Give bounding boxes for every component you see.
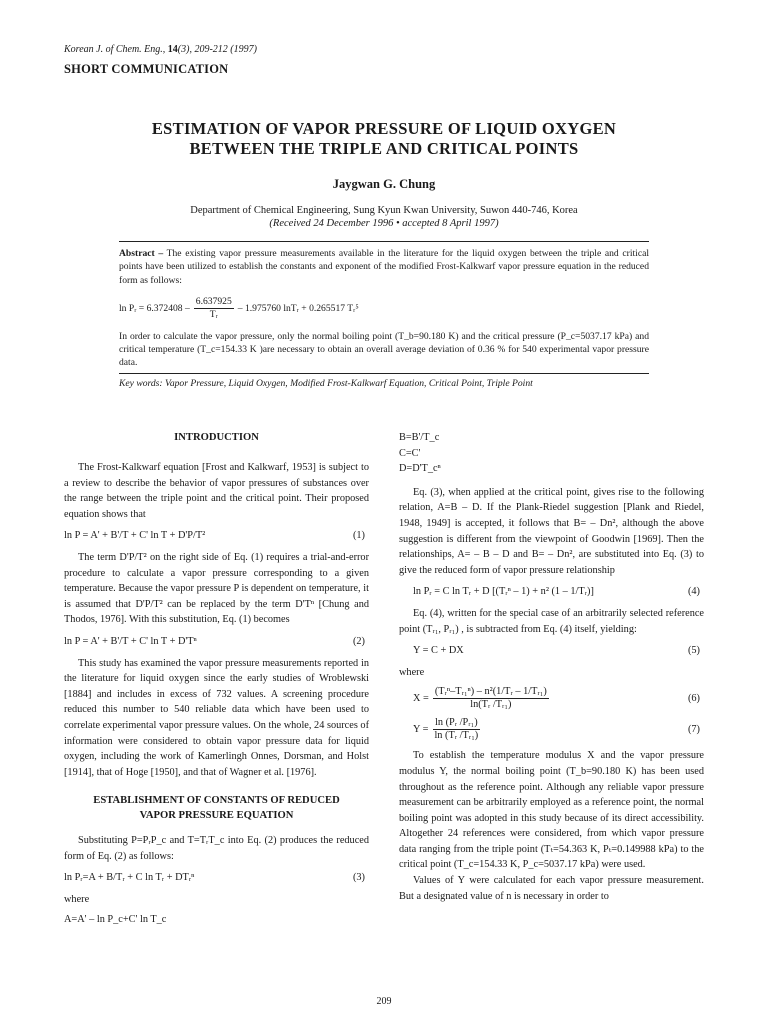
paragraph: To establish the temperature modulus X and the vapor pressure modulus Y, the normal boiling point (T_b=90.180 K) has been used throughout as the reference point. Although any reliable vapor pressure measurement can be arbitrarily employed as a reference point, the normal boiling point was adopted in this study because of its direct accessibility. Altogether 24 references were considered, from which vapor pressure data ranging from the triple point (Tₜ=54.363 K, Pₜ=0.149988 kPa) to the critical point (T_c=154.33 K, P_c=5037.17 kPa) were used. xyxy=(399,750,704,871)
abstract: Abstract – The existing vapor pressure measurements available in the literature for the liquid oxygen between the triple and critical points have been utilized to establish the constants and exponent of the modified Frost-Kalkwarf vapor pressure equation in the reduced form as follows: ln Pᵣ = 6.372408 – $\frac{6.637925}{\text{Tᵣ}}$ – 1.975760 lnTᵣ + 0.265517 Tᵣ⁵ In order to calculate the vapor pressure, only the normal boiling point (T_b=90.180 K) and the critical pressure (P_c=5037.17 kPa) and critical temperature (T_c=154.33 K )are necessary to obtain an overall average deviation of 0.36 % for 540 experimental vapor pressure data. Key words: Vapor Pressure, Liquid Oxygen, Modified Frost-Kalkwarf Equation, Critical Point, Triple Point xyxy=(119,248,649,389)
abstract-bottom-rule xyxy=(119,373,649,374)
definition-D: D=D'T_cⁿ xyxy=(399,463,441,475)
paragraph: Eq. (4), written for the special case of an arbitrarily selected reference point (Tᵣ₁, Pᵣ₁) , is subtracted from Eq. (4) itself, yielding: xyxy=(399,607,704,635)
keywords: Key words: Vapor Pressure, Liquid Oxygen, Modified Frost-Kalkwarf Equation, Critical Point, Triple Point xyxy=(119,377,533,389)
definition-C: C=C' xyxy=(399,447,421,459)
paragraph: The term D'P/T² on the right side of Eq. (1) requires a trial-and-error procedure to calculate a vapor pressure corresponding to a given temperature. Because the vapor pressure P is dependent on temperature, it is assumed that D'P/T² can be replaced by the term D'Tⁿ [Chung and Thodos, 1976]. With this substitution, Eq. (1) becomes xyxy=(64,551,369,626)
paragraph: Eq. (3), when applied at the critical point, gives rise to the following relation, A=B – D. If the Plank-Riedel suggestion [Plank and Riedel, 1948, 1949] is accepted, it follows that B= – Dn², although the above suggestion is different from the viewpoint of Goodwin [1969]. Then the relationships, A= – B – D and B= – Dn², are substituted into Eq. (3) to give the reduced form of vapor pressure relationship xyxy=(399,486,704,576)
definition-A: A=A' – ln P_c+C' ln T_c xyxy=(64,913,167,925)
abstract-top-rule xyxy=(119,241,649,242)
paper-title: ESTIMATION OF VAPOR PRESSURE OF LIQUID OXYGEN BETWEEN THE TRIPLE AND CRITICAL POINTS xyxy=(151,119,617,158)
heading-introduction: INTRODUCTION xyxy=(174,432,259,443)
where-label: where xyxy=(64,894,90,906)
equation-2: ln P = A' + B'/T + C' ln T + D'Tⁿ (2) xyxy=(64,635,365,647)
where-label: where xyxy=(399,666,425,678)
equation-1: ln P = A' + B'/T + C' ln T + D'P/T² (1) xyxy=(64,530,365,542)
page-number: 209 xyxy=(376,996,392,1007)
equation-4: ln Pᵣ = C ln Tᵣ + D [(Tᵣⁿ – 1) + n² (1 – 1/Tᵣ)] (4) xyxy=(413,586,700,598)
right-column xyxy=(399,430,704,904)
author: Jaygwan G. Chung xyxy=(332,177,436,191)
received-dates: (Received 24 December 1996 • accepted 8 April 1997) xyxy=(269,218,499,229)
heading-establishment: ESTABLISHMENT OF CONSTANTS OF REDUCED VAPOR PRESSURE EQUATION xyxy=(93,795,340,822)
paragraph: This study has examined the vapor pressure measurements reported in the literature for liquid oxygen since the early studies of Wroblewski [1884] and includes in excess of 732 values. A screening procedure reduced this number to 540 reliable data which have been used to correlate experimental vapor pressure values. On the whole, 24 sources of information were considered to obtain vapor pressure data for liquid oxygen, including the work of Kamerlingh Onnes, Dorsman, and Holst [1914], that of Hoge [1950], and that of Wagner et al. [1976]. xyxy=(64,657,369,778)
left-column xyxy=(64,430,369,927)
equation-6: X = $\frac{\text{(Tᵣⁿ–Tᵣ₁ⁿ) – n²(1/Tᵣ – 1/Tᵣ₁)}}{\text{ln(Tᵣ /Tᵣ₁)}}$ (6) xyxy=(413,686,700,711)
paragraph: The Frost-Kalkwarf equation [Frost and Kalkwarf, 1953] is subject to a review to describe the behavior of vapor pressures of substances over the range between the triple point and the critical point. Their proposed equation shows that xyxy=(64,462,369,520)
paragraph: Values of Y were calculated for each vapor pressure measurement. But a designated value of n is necessary in order to xyxy=(399,875,704,902)
section-tag: SHORT COMMUNICATION xyxy=(64,62,229,76)
paragraph: Substituting P=PᵣP_c and T=TᵣT_c into Eq. (2) produces the reduced form of Eq. (2) as follows: xyxy=(64,835,369,862)
definition-B: B=B'/T_c xyxy=(399,432,440,443)
equation-5: Y = C + DX (5) xyxy=(413,645,700,657)
journal-citation: Korean J. of Chem. Eng., 14(3), 209-212 (1997) xyxy=(64,44,257,55)
equation-7: Y = $\frac{\text{ln (Pᵣ /Pᵣ₁)}}{\text{ln (Tᵣ /Tᵣ₁)}}$ (7) xyxy=(413,717,700,742)
abstract-label: Abstract – xyxy=(119,248,164,259)
affiliation: Department of Chemical Engineering, Sung Kyun Kwan University, Suwon 440-746, Korea (Received 24 December 1996 • accepted 8 April 1997) xyxy=(64,204,704,230)
equation-3: ln Pᵣ=A + B/Tᵣ + C ln Tᵣ + DTᵣⁿ (3) xyxy=(64,872,365,884)
abstract-equation: ln Pᵣ = 6.372408 – $\frac{6.637925}{\text{Tᵣ}}$ – 1.975760 lnTᵣ + 0.265517 Tᵣ⁵ xyxy=(119,295,359,320)
